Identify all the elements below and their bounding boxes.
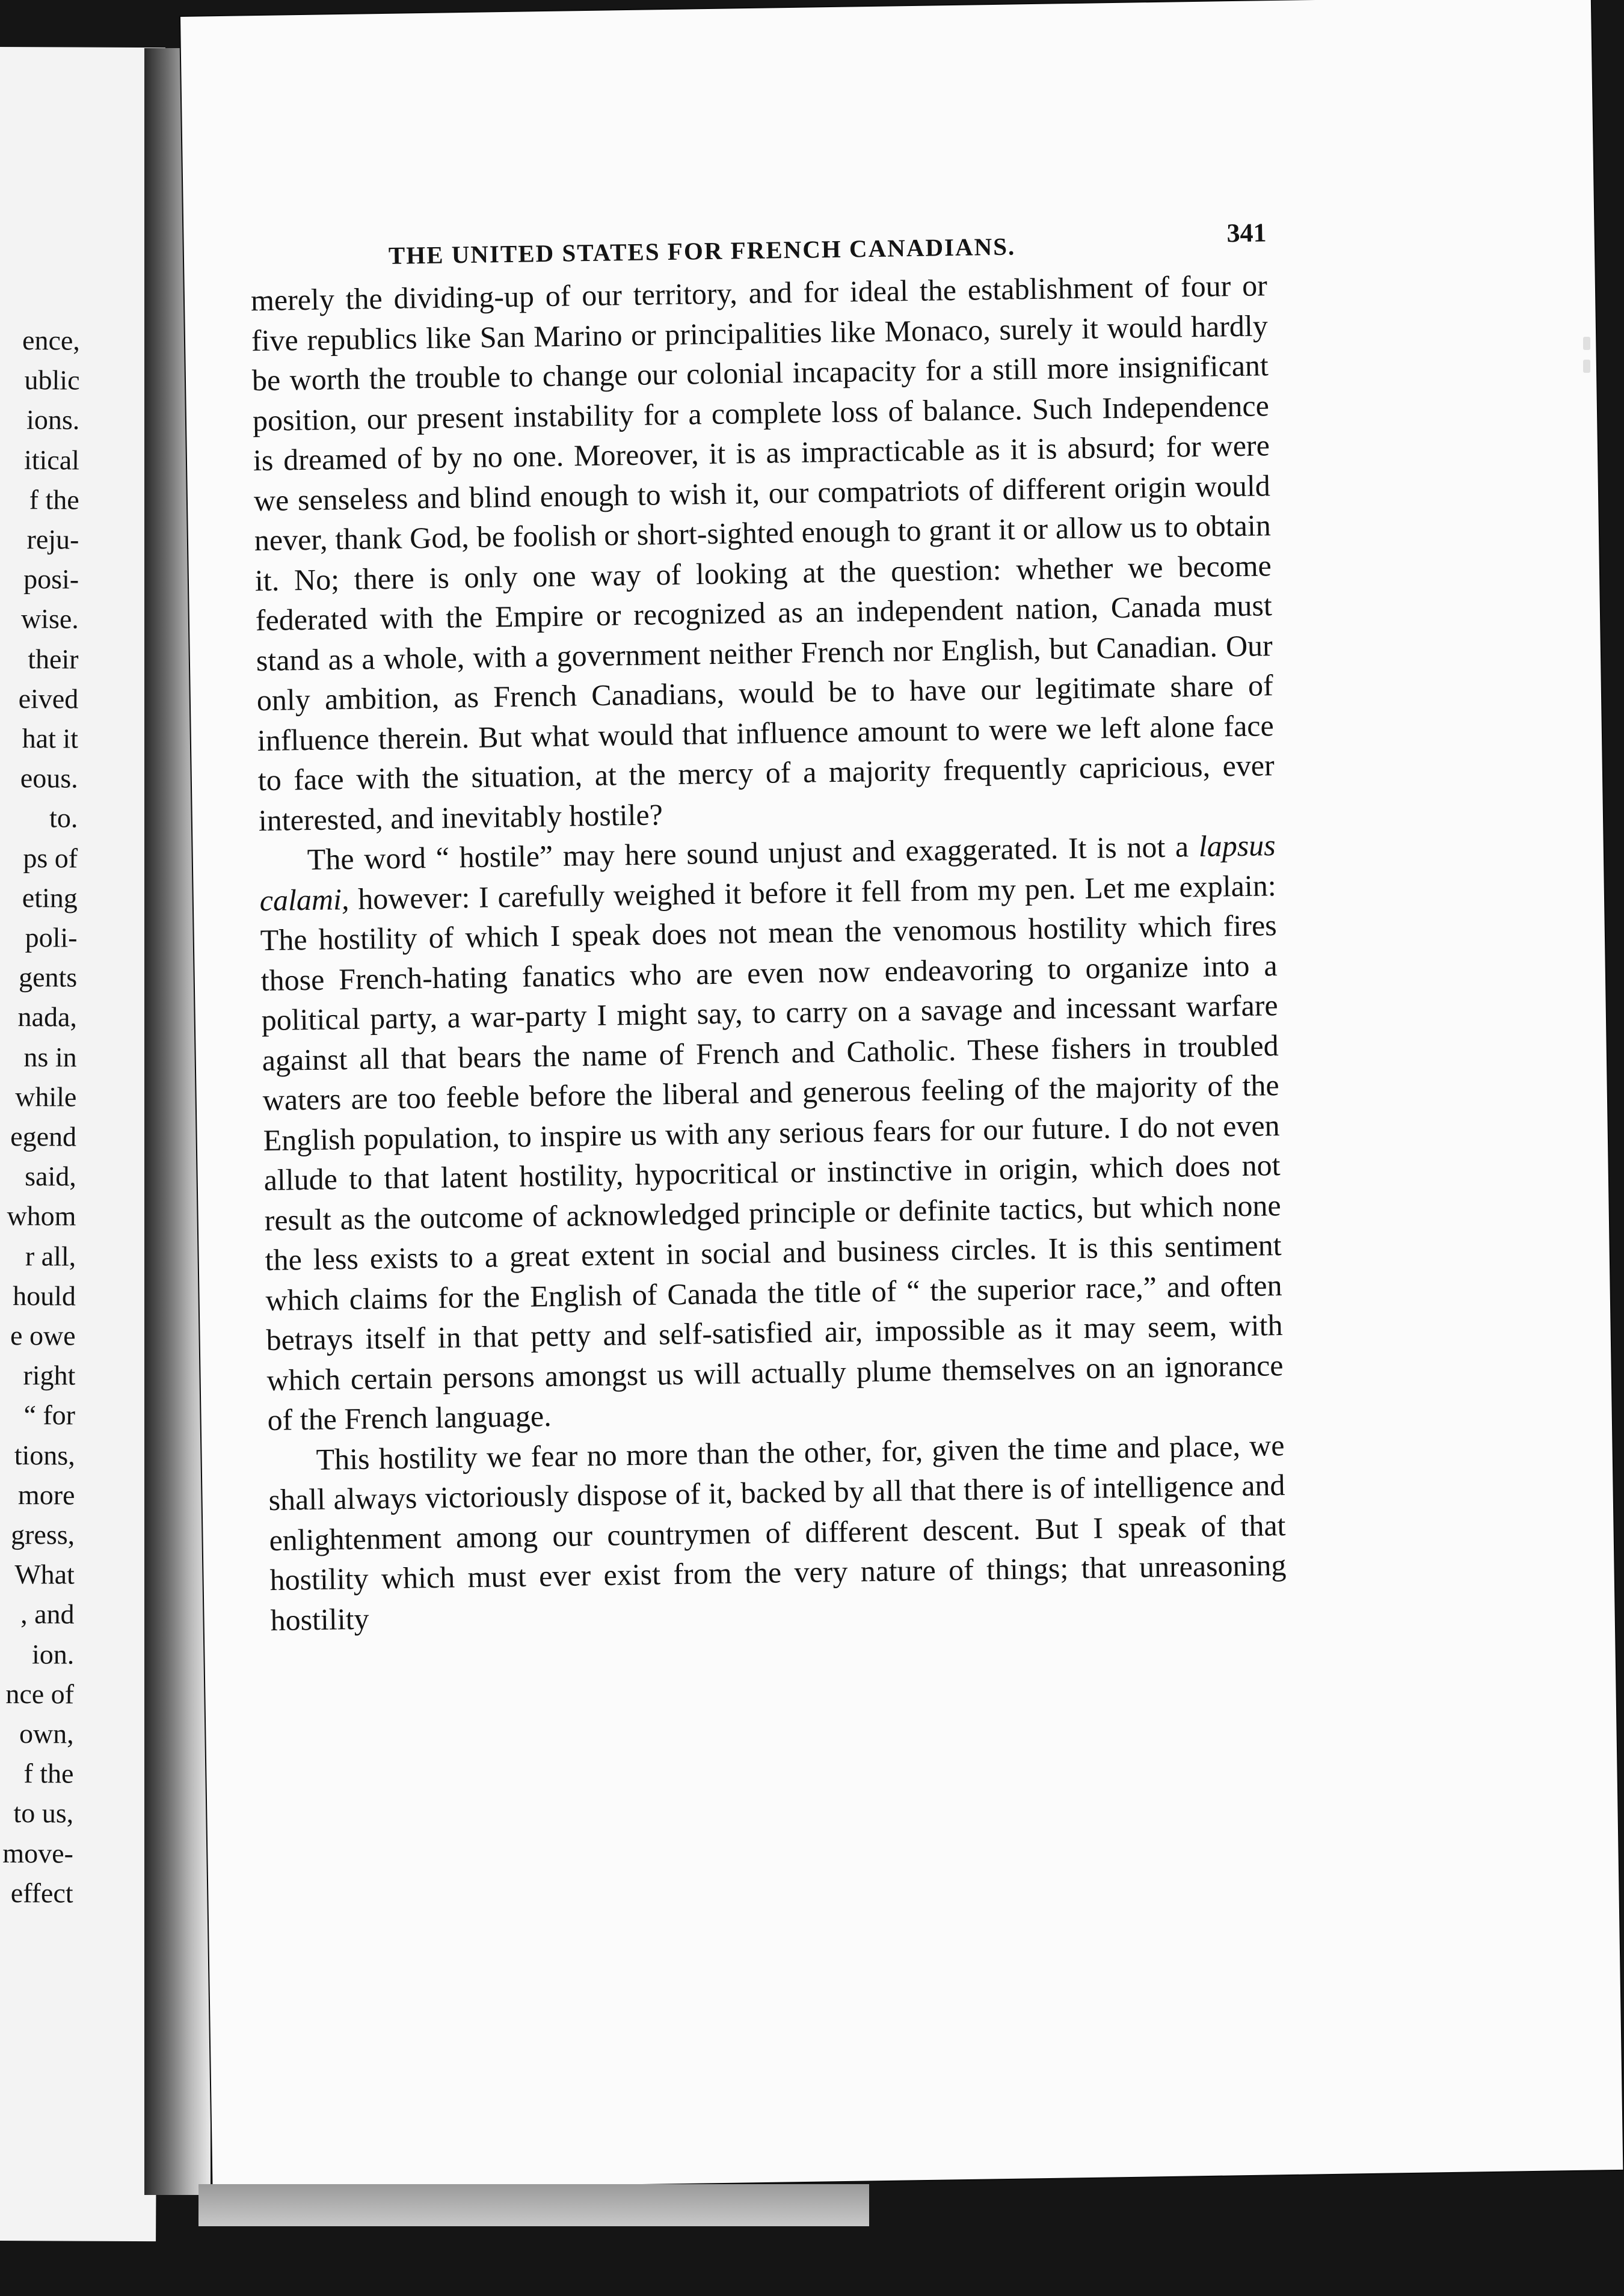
facing-page-line: hould	[13, 1280, 76, 1312]
facing-page-line: said,	[25, 1161, 76, 1192]
facing-page-line: egend	[10, 1121, 77, 1152]
facing-page-line: ns in	[23, 1041, 77, 1073]
facing-page-line: to.	[49, 802, 78, 833]
facing-page-line: hat it	[22, 723, 79, 754]
facing-page-line: eous.	[20, 763, 78, 794]
facing-page-line: whom	[7, 1200, 76, 1232]
facing-page-line: reju-	[26, 524, 79, 555]
facing-page-line: tions,	[14, 1439, 75, 1471]
facing-page-line: right	[23, 1360, 76, 1391]
facing-page-line: r all,	[25, 1240, 76, 1272]
facing-page-line: ps of	[23, 842, 78, 874]
facing-page-line: posi-	[23, 563, 79, 595]
facing-page-line: nce of	[5, 1678, 75, 1710]
edge-speck	[1583, 360, 1590, 373]
facing-page-line: , and	[20, 1598, 75, 1630]
facing-page-line: ions.	[26, 404, 80, 435]
facing-page-line: more	[17, 1479, 75, 1511]
facing-page-line: gress,	[11, 1519, 75, 1550]
facing-page-line: move-	[2, 1837, 74, 1869]
facing-page-text-column	[0, 47, 165, 1909]
facing-page-line: eived	[18, 683, 79, 714]
paragraph-2	[259, 825, 1284, 1440]
facing-page-line: their	[28, 643, 79, 675]
running-title: THE UNITED STATES FOR FRENCH CANADIANS.	[388, 232, 1016, 269]
facing-page-line: to us,	[13, 1797, 74, 1829]
paragraph-2-part-2: however: I carefully weighed it before it fell from my pen. Let me explain: The hostility of which I speak does not mean the venomous hostility which fires those French-hating fanatics who are even now endeavoring to organize into a political party, a war-party I might say, to carry on a savage and incessant warfare against all that bears the name of French and Catholic. These fishers in troubled waters are too feeble before the liberal and generous feeling of the majority of the English population, to inspire us with any serious fears for our future. I do not even allude to that latent hostility, hypocritical or instinctive in origin, which does not result as the outcome of acknowledged principle or definite tactics, but which none the less exists to a great extent in social and business circles. It is this sentiment which claims for the English of Canada the title of “ the superior race,” and often betrays itself in that petty and self-satisfied air, impossible as it may seem, with which certain persons amongst us will actually plume themselves on an ignorance of the French language.	[260, 868, 1284, 1437]
latin-phrase: lapsus calami,	[259, 828, 1276, 917]
page-content	[250, 217, 1287, 1640]
page-number: 341	[1226, 218, 1267, 248]
body-text	[251, 265, 1287, 1640]
paragraph-2-part-1: The word “ hostile” may here sound unjust and exaggerated. It is not a	[307, 829, 1199, 877]
facing-page-line: What	[14, 1559, 75, 1590]
facing-page-line: ence,	[22, 325, 80, 356]
facing-page-line: ion.	[31, 1638, 75, 1670]
page-sheet	[180, 0, 1623, 2191]
facing-page-line: poli-	[25, 922, 78, 953]
facing-page-line: f the	[23, 1758, 74, 1789]
facing-page-line: gents	[19, 962, 78, 993]
facing-page-line: ublic	[24, 364, 80, 396]
paragraph-3: This hostility we fear no more than the other, for, given the time and place, we shall always victoriously dispose of it, backed by all that there is of intelligence and enlightenment among our countrymen of different descent. But I speak of that hostility which must ever exist from the very nature of things; that unreasoning hostility	[268, 1428, 1287, 1637]
facing-page-line: effect	[10, 1877, 73, 1909]
facing-page-line: eting	[22, 882, 78, 913]
facing-page-line: f the	[29, 484, 79, 515]
facing-page-line: wise.	[20, 603, 79, 634]
facing-page	[0, 47, 165, 2241]
paragraph-1: merely the dividing-up of our territory, and for ideal the establishment of four or five republics like San Marino or principalities like Monaco, surely it would hardly be worth the trouble to change our colonial incapacity for a still more insignificant position, our present instability for a complete loss of balance. Such Independence is dreamed of by no one. Moreover, it is as impracticable as it is absurd; for were we senseless and blind enough to wish it, our compatriots of different origin would never, thank God, be foolish or short-sighted enough to grant it or allow us to obtain it. No; there is only one way of looking at the question: whether we become federated with the Empire or recognized as an independent nation, Canada must stand as a whole, with a government neither French nor English, but Canadian. Our only ambition, as French Canadians, would be to have our legitimate share of influence therein. But what would that influence amount to were we left alone face to face with the situation, at the mercy of a majority frequently capricious, ever interested, and inevitably hostile?	[250, 268, 1275, 837]
facing-page-line: own,	[19, 1718, 74, 1749]
facing-page-line: e owe	[10, 1320, 76, 1351]
edge-speck	[1583, 337, 1590, 350]
facing-page-line: while	[15, 1081, 77, 1113]
facing-page-line: nada,	[17, 1001, 78, 1033]
facing-page-line: “ for	[23, 1399, 76, 1431]
facing-page-line: itical	[23, 444, 80, 476]
page-edge-strip	[198, 2184, 869, 2226]
